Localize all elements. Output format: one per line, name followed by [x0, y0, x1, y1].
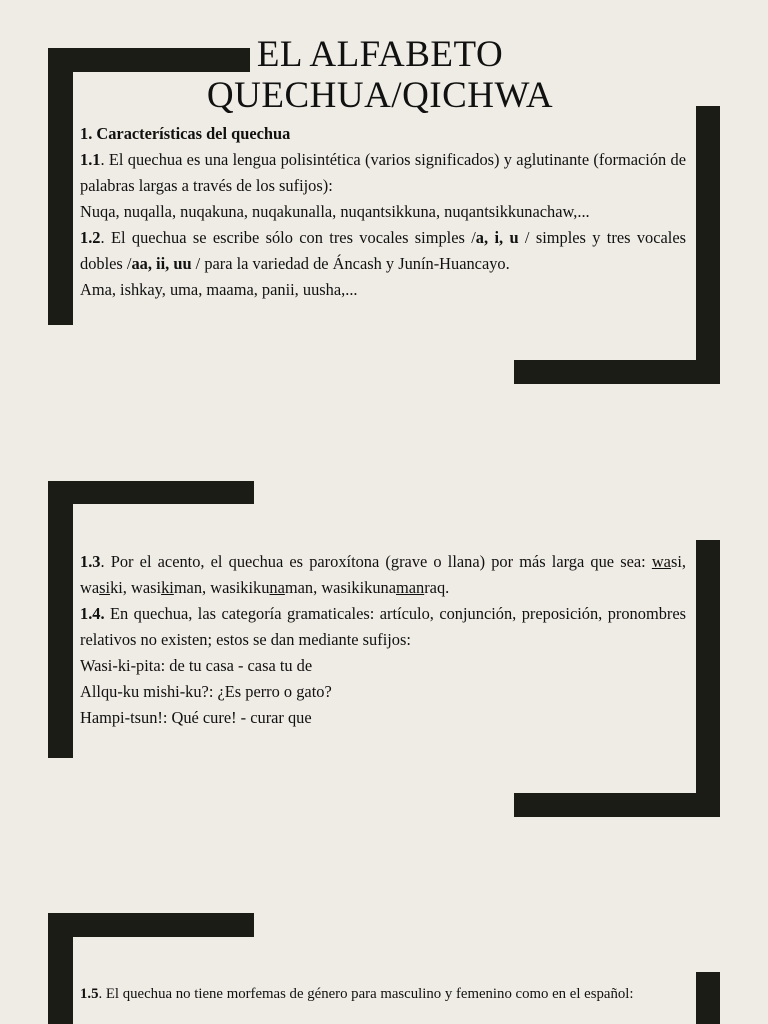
- bracket-bottom-right-vertical: [696, 106, 720, 384]
- bracket-top-left-vertical: [48, 913, 73, 1024]
- paragraph-1-5: 1.5. El quechua no tiene morfemas de género para masculino y femenino como en el español:: [80, 986, 634, 1002]
- example-line-3: Hampi-tsun!: Qué cure! - curar que: [80, 708, 312, 727]
- section-heading: 1. Características del quechua: [80, 124, 291, 143]
- bracket-top-left-horizontal: [48, 481, 254, 504]
- title-line-2: QUECHUA/QICHWA: [206, 75, 554, 116]
- examples-1-2: Ama, ishkay, uma, maama, panii, uusha,...: [80, 280, 358, 299]
- examples-1-1: Nuqa, nuqalla, nuqakuna, nuqakunalla, nuqantsikkuna, nuqantsikkunachaw,...: [80, 202, 590, 221]
- bracket-bottom-right-vertical: [696, 972, 720, 1024]
- paragraph-1-2: 1.2. El quechua se escribe sólo con tres vocales simples /a, i, u / simples y tres vocales dobles /aa, ii, uu / para la variedad de Áncash y Junín-Huancayo.: [80, 228, 686, 273]
- slide3-body: [80, 984, 686, 1005]
- bracket-bottom-right-horizontal: [514, 793, 720, 817]
- bracket-bottom-right-horizontal: [514, 360, 720, 384]
- title-line-1: EL ALFABETO: [256, 34, 504, 75]
- bracket-top-left-horizontal: [48, 913, 254, 937]
- slide2-body: [80, 549, 686, 731]
- example-line-2: Allqu-ku mishi-ku?: ¿Es perro o gato?: [80, 682, 332, 701]
- bracket-top-left-vertical: [48, 481, 73, 758]
- paragraph-1-1: 1.1. El quechua es una lengua polisintética (varios significados) y aglutinante (formación de palabras largas a través de los sufijos):: [80, 150, 686, 195]
- slide-title: [150, 34, 610, 116]
- bracket-top-left-vertical: [48, 48, 73, 325]
- bracket-bottom-right-vertical: [696, 540, 720, 817]
- paragraph-1-3: 1.3. Por el acento, el quechua es paroxítona (grave o llana) por más larga que sea: wasi, wasiki, wasikiman, wasikikunaman, wasikikunamanraq.: [80, 552, 686, 597]
- paragraph-1-4: 1.4. En quechua, las categoría gramaticales: artículo, conjunción, preposición, pronombres relativos no existen; estos se dan mediante sufijos:: [80, 604, 686, 649]
- example-line-1: Wasi-ki-pita: de tu casa - casa tu de: [80, 656, 313, 675]
- slide1-body: [80, 121, 686, 303]
